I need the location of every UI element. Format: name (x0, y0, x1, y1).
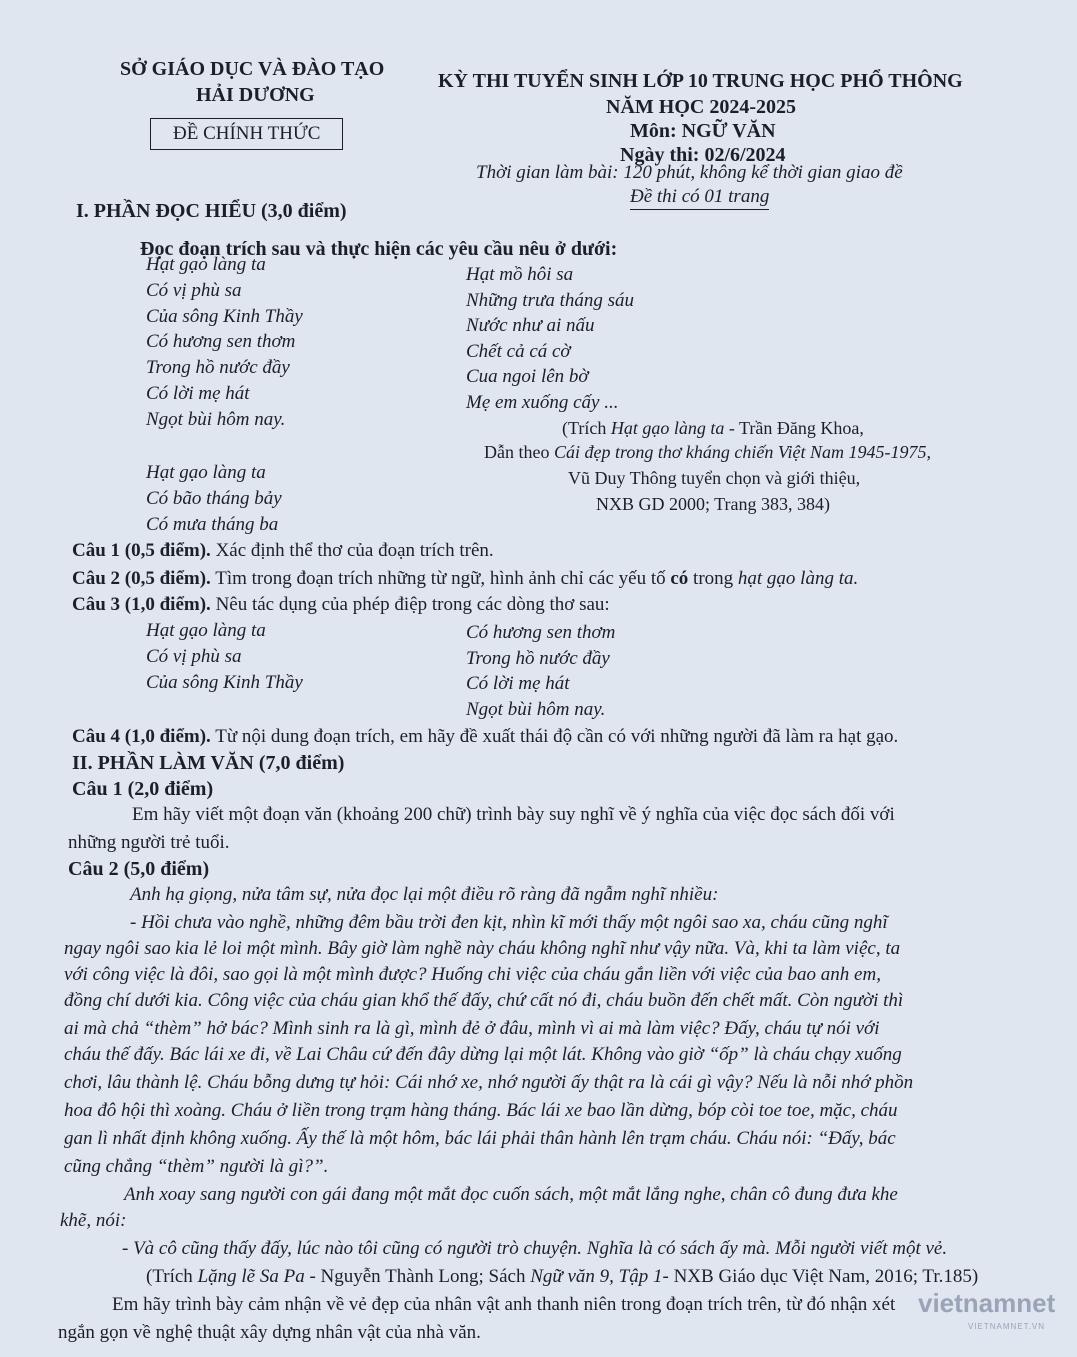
part2-question-1-line2: những người trẻ tuổi. (68, 832, 230, 853)
poem-line: Mẹ em xuống cấy ... (466, 391, 619, 413)
poem-line: Có mưa tháng ba (146, 514, 279, 535)
vietnamnet-logo: vietnamnet (918, 1288, 1056, 1318)
part2-question-2-label: Câu 2 (5,0 điểm) (68, 858, 210, 880)
dept-line2: HẢI DƯƠNG (196, 84, 315, 106)
part2-question-1-line1: Em hãy viết một đoạn văn (khoảng 200 chữ) trình bày suy nghĩ về ý nghĩa của việc đọc sách đối với (132, 804, 895, 825)
part1-instruction: Đọc đoạn trích sau và thực hiện các yêu cầu nêu ở dưới: (140, 238, 618, 260)
poem-line: Ngọt bùi hôm nay. (146, 408, 286, 430)
poem-line: Ngọt bùi hôm nay. (466, 698, 606, 720)
poem-line: Nước như ai nấu (466, 315, 595, 336)
question-1: Câu 1 (0,5 điểm). Xác định thể thơ của đoạn trích trên. (72, 540, 494, 561)
poem-line: Có hương sen thơm (146, 331, 296, 353)
passage-line: đồng chí dưới kia. Công việc của cháu gian khổ thế đấy, chứ cất nó đi, cháu buồn đến chết mất. Còn người thì (64, 990, 904, 1011)
poem-line: Có vị phù sa (146, 279, 242, 301)
passage-line: ai mà chả “thèm” hở bác? Mình sinh ra là gì, mình đẻ ở đâu, mình vì ai mà làm việc? Đấy, cháu tự nói với (64, 1018, 880, 1039)
poem-line: Có lời mẹ hát (146, 382, 250, 404)
question-2: Câu 2 (0,5 điểm). Tìm trong đoạn trích những từ ngữ, hình ảnh chỉ các yếu tố có trong hạt gạo làng ta. (72, 568, 859, 589)
poem-left-stanza2 (146, 460, 282, 538)
passage-line: ngay ngôi sao kia lẻ loi một mình. Bây giờ làm nghề này cháu không nghĩ như vậy nữa. Và, khi ta làm việc, ta (64, 938, 901, 959)
source-line2: Dẫn theo Cái đẹp trong thơ kháng chiến Việt Nam 1945-1975, (484, 442, 932, 462)
passage-line: Anh hạ giọng, nửa tâm sự, nửa đọc lại một điều rõ ràng đã ngẫm nghĩ nhiều: (130, 884, 719, 905)
passage-line: - Và cô cũng thấy đấy, lúc nào tôi cũng có người trò chuyện. Nghĩa là có sách ấy mà. Mỗi người viết một vẻ. (122, 1238, 948, 1259)
task-line2: ngắn gọn về nghệ thuật xây dựng nhân vật của nhà văn. (58, 1322, 481, 1343)
poem-line: Hạt gạo làng ta (146, 462, 266, 483)
passage-line: với công việc là đôi, sao gọi là một mình được? Huống chi việc của cháu gắn liền với việc của bao anh em, (64, 964, 881, 985)
vietnamnet-domain: VIETNAMNET.VN (968, 1322, 1046, 1331)
school-year: NĂM HỌC 2024-2025 (606, 96, 796, 118)
passage-line: cũng chẳng “thèm” người là gì?”. (64, 1156, 329, 1177)
poem-line: Của sông Kinh Thầy (146, 672, 303, 693)
poem-line: Có bão tháng bảy (146, 488, 282, 509)
source-line4: NXB GD 2000; Trang 383, 384) (596, 494, 831, 514)
page-count: Đề thi có 01 trang (630, 186, 769, 210)
passage-line: cháu thế đấy. Bác lái xe đi, về Lai Châu cứ đến đây dừng lại một lát. Không vào giờ “ốp” là cháu chạy xuống (64, 1044, 902, 1065)
task-line1: Em hãy trình bày cảm nhận về vẻ đẹp của nhân vật anh thanh niên trong đoạn trích trên, từ đó nhận xét (112, 1294, 896, 1315)
question-4: Câu 4 (1,0 điểm). Từ nội dung đoạn trích, em hãy đề xuất thái độ cần có với những người đã làm ra hạt gạo. (72, 726, 899, 747)
subject: Môn: NGỮ VĂN (630, 120, 776, 142)
part2-title: II. PHẦN LÀM VĂN (7,0 điểm) (72, 752, 345, 774)
passage-line: chơi, lâu thành lệ. Cháu bỗng dưng tự hỏi: Cái nhớ xe, nhớ người ấy thật ra là cái gì vậy? Nếu là nỗi nhớ phồn (64, 1072, 914, 1093)
exam-title: KỲ THI TUYỂN SINH LỚP 10 TRUNG HỌC PHỔ THÔNG (438, 70, 963, 92)
poem-right (466, 262, 634, 415)
poem-line: Hạt gạo làng ta (146, 620, 266, 641)
poem-line: Trong hồ nước đầy (146, 357, 290, 379)
poem-line: Trong hồ nước đầy (466, 647, 610, 669)
poem-left (146, 252, 303, 433)
q3-poem-right (466, 620, 615, 722)
exam-date: Ngày thi: 02/6/2024 (620, 144, 786, 166)
passage-line: - Hồi chưa vào nghề, những đêm bầu trời đen kịt, nhìn kĩ mới thấy một ngôi sao xa, cháu cũng nghĩ (130, 912, 888, 933)
poem-line: Có hương sen thơm (466, 622, 616, 643)
part1-title: I. PHẦN ĐỌC HIỂU (3,0 điểm) (76, 200, 347, 222)
source-line1: (Trích Hạt gạo làng ta - Trần Đăng Khoa, (562, 418, 864, 438)
q3-poem-left (146, 618, 303, 696)
passage-citation: (Trích Lặng lẽ Sa Pa - Nguyễn Thành Long; Sách Ngữ văn 9, Tập 1- NXB Giáo dục Việt Nam, 2016; Tr.185) (146, 1266, 979, 1287)
source-line3: Vũ Duy Thông tuyển chọn và giới thiệu, (568, 468, 861, 488)
dept-line1: SỞ GIÁO DỤC VÀ ĐÀO TẠO (120, 58, 385, 80)
official-badge: ĐỀ CHÍNH THỨC (150, 118, 343, 150)
poem-line: Có vị phù sa (146, 646, 242, 667)
passage-line: khẽ, nói: (60, 1210, 127, 1231)
poem-line: Của sông Kinh Thầy (146, 305, 303, 327)
part2-question-1-label: Câu 1 (2,0 điểm) (72, 778, 214, 800)
poem-line: Hạt gạo làng ta (146, 254, 266, 275)
passage-line: gan lì nhất định không xuống. Ấy thế là một hôm, bác lái phải thân hành lên trạm cháu. Cháu nói: “Đấy, bác (64, 1128, 896, 1149)
passage-line: Anh xoay sang người con gái đang một mắt đọc cuốn sách, một mắt lắng nghe, chân cô đung đưa khe (124, 1184, 898, 1205)
question-3: Câu 3 (1,0 điểm). Nêu tác dụng của phép điệp trong các dòng thơ sau: (72, 594, 610, 615)
passage-line: hoa đô hội thì xoàng. Cháu ở liền trong trạm hàng tháng. Bác lái xe bao lần dừng, bóp còi toe toe, mặc, cháu (64, 1100, 898, 1121)
poem-line: Cua ngoi lên bờ (466, 366, 589, 387)
poem-line: Có lời mẹ hát (466, 673, 570, 694)
poem-line: Hạt mồ hôi sa (466, 264, 574, 285)
poem-line: Những trưa tháng sáu (466, 289, 634, 311)
poem-line: Chết cả cá cờ (466, 340, 571, 362)
exam-duration: Thời gian làm bài: 120 phút, không kể thời gian giao đề (476, 162, 903, 183)
